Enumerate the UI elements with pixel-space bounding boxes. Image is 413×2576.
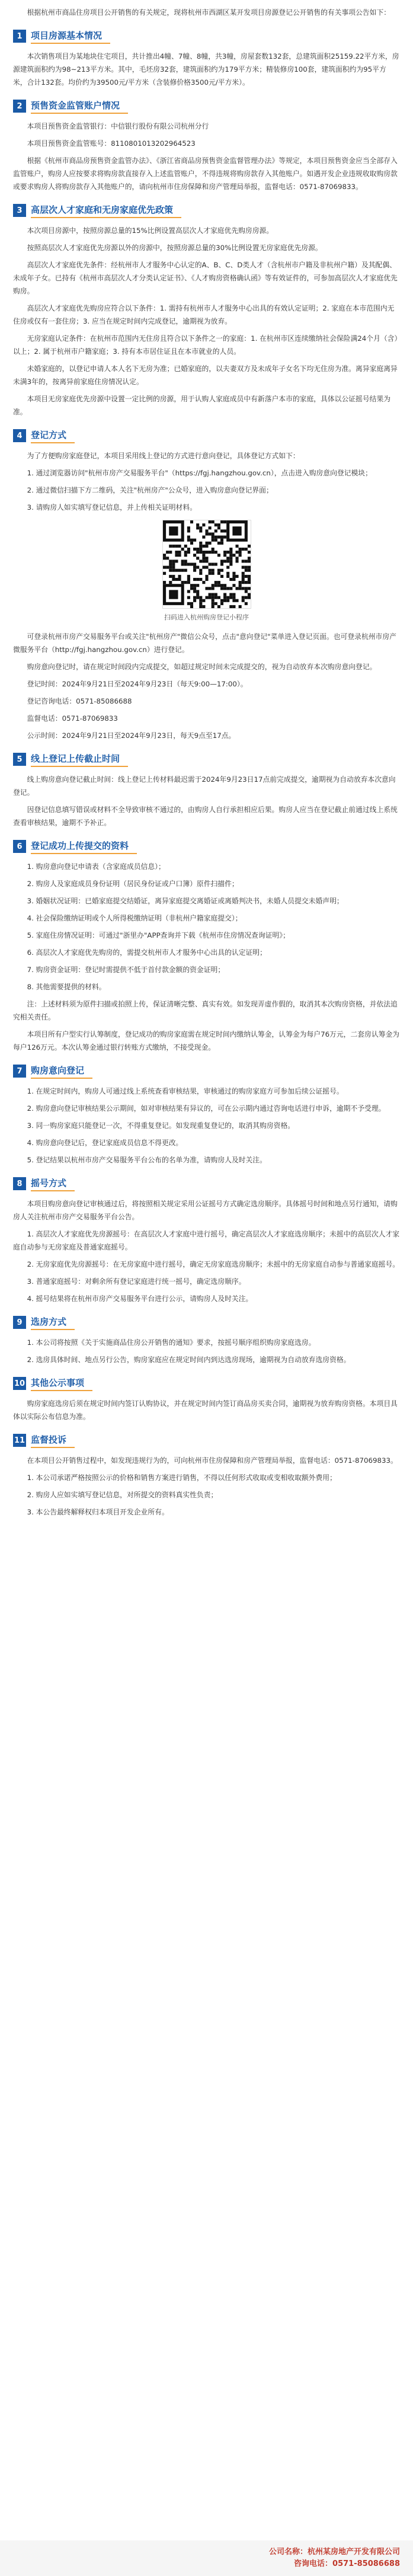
section-number: 6 bbox=[13, 840, 26, 853]
paragraph: 1. 本公司承诺严格按照公示的价格和销售方案进行销售，不得以任何形式收取或变相收取额外费用； bbox=[27, 1474, 337, 1482]
footer bbox=[0, 2540, 413, 2576]
section-number: 5 bbox=[13, 753, 26, 766]
section-number: 7 bbox=[13, 1065, 26, 1078]
section-header bbox=[13, 1063, 400, 1079]
paragraph: 2. 选房具体时间、地点另行公告，购房家庭应在规定时间内到达选房现场，逾期视为自动放弃选房资格。 bbox=[27, 1356, 351, 1364]
section-title: 摇号方式 bbox=[31, 1176, 75, 1191]
section-header bbox=[13, 1376, 400, 1391]
paragraph: 登记时间：2024年9月21日至2024年9月23日（每天9:00—17:00）。 bbox=[27, 680, 248, 688]
paragraph: 4. 社会保险缴纳证明或个人所得税缴纳证明（非杭州户籍家庭提交）； bbox=[27, 914, 242, 922]
qr-code-icon[interactable] bbox=[162, 520, 251, 609]
paragraph: 3. 同一购房家庭只能登记一次，不得重复登记。如发现重复登记的，取消其购房资格。 bbox=[27, 1121, 295, 1130]
section-title: 购房意向登记 bbox=[31, 1063, 92, 1079]
section-title: 登记成功上传提交的资料 bbox=[31, 839, 137, 854]
paragraph: 购房意向登记时，请在规定时间段内完成提交，如超过规定时间未完成提交的，视为自动放弃本次购房意向登记。 bbox=[27, 663, 377, 671]
section-number: 9 bbox=[13, 1316, 26, 1329]
paragraph: 为了方便购房家庭登记，本项目采用线上登记的方式进行意向登记，具体登记方式如下： bbox=[27, 452, 300, 460]
section-number: 4 bbox=[13, 429, 26, 442]
paragraph: 2. 购房人及家庭成员身份证明（居民身份证或户口簿）原件扫描件； bbox=[27, 880, 239, 888]
paragraph: 5. 登记结果以杭州市房产交易服务平台公布的名单为准，请购房人及时关注。 bbox=[27, 1156, 267, 1164]
paragraph: 3. 请购房人如实填写登记信息，并上传相关证明材料。 bbox=[27, 503, 197, 512]
paragraph: 可登录杭州市房产交易服务平台或关注"杭州房产"微信公众号，点击"意向登记"菜单进入登记页面。也可登录杭州市房产微服务平台（http://fgj.hangzhou.gov.cn）进行登记。 bbox=[13, 632, 396, 654]
paragraph: 登记咨询电话：0571-85086688 bbox=[27, 697, 132, 705]
section-title: 选房方式 bbox=[31, 1315, 75, 1330]
section-header bbox=[13, 1315, 400, 1330]
paragraph: 本次项目房源中，按照房源总量的15%比例设置高层次人才家庭优先购房房源。 bbox=[27, 226, 274, 235]
paragraph: 1. 购房意向登记申请表（含家庭成员信息）； bbox=[27, 862, 165, 871]
paragraph: 本项目购房意向登记审核通过后，将按照相关规定采用公证摇号方式确定选房顺序。具体摇号时间和地点另行通知，请购房人关注杭州市房产交易服务平台公告。 bbox=[13, 1200, 398, 1221]
paragraph: 2. 通过微信扫描下方二维码，关注"杭州房产"公众号，进入购房意向登记界面； bbox=[27, 486, 273, 494]
paragraph: 高层次人才家庭优先条件：经杭州市人才服务中心认定的A、B、C、D类人才（含杭州市户籍及非杭州户籍）及其配偶、未成年子女。已持有《杭州市高层次人才分类认定证书》、《人才购房资格确认函》等有效证件的，可参加高层次人才家庭优先购房。 bbox=[13, 261, 398, 295]
paragraph: 3. 婚姻状况证明：已婚家庭提交结婚证，离异家庭提交离婚证或离婚判决书，未婚人员提交未婚声明； bbox=[27, 897, 344, 905]
paragraph: 1. 高层次人才家庭优先房源摇号：在高层次人才家庭中进行摇号，确定高层次人才家庭选房顺序；未摇中的高层次人才家庭自动参与无房家庭及普通家庭摇号。 bbox=[13, 1230, 400, 1251]
footer-text bbox=[269, 2546, 400, 2570]
footer-company: 公司名称：杭州某房地产开发有限公司 bbox=[268, 2548, 400, 2556]
paragraph: 因登记信息填写错误或材料不全导致审核不通过的，由购房人自行承担相应后果。购房人应当在登记截止前通过线上系统查看审核结果，逾期不予补正。 bbox=[13, 806, 398, 827]
qr-code-block bbox=[13, 520, 400, 622]
paragraph: 公示时间：2024年9月21日至2024年9月23日，每天9点至17点。 bbox=[27, 731, 236, 740]
section-title: 项目房源基本情况 bbox=[31, 28, 110, 44]
paragraph: 根据《杭州市商品房预售资金监管办法》、《浙江省商品房预售资金监督管理办法》等规定，本项目预售资金应当全部存入监管账户，购房人应按要求将购房款直接存入上述监管账户，不得违规将购房款存入其他账户。如遇开发企业违规收取购房款或要求购房人将购房款存入其他账户的，请向杭州市住房保障和房产管理局举报，监督电话：0571-87069833。 bbox=[13, 156, 398, 191]
paragraph: 本项目无房家庭优先房源中设置一定比例的房源，用于认购人家庭成员中有新落户本市的家庭，具体以公证摇号结果为准。 bbox=[13, 395, 391, 416]
paragraph: 本项目所有户型实行认筹制度，登记成功的购房家庭需在规定时间内缴纳认筹金，认筹金为每户76万元，二套房认筹金为每户126万元。本次认筹金通过银行转账方式缴纳，不接受现金。 bbox=[13, 1030, 400, 1052]
paragraph: 本项目预售资金监管账号：8110801013202964523 bbox=[27, 139, 196, 148]
paragraph: 线上购房意向登记截止时间：线上登记上传材料最迟需于2024年9月23日17点前完成提交，逾期视为自动放弃本次意向登记。 bbox=[13, 775, 396, 797]
paragraph: 未婚家庭的，以登记申请人本人名下无房为准；已婚家庭的，以夫妻双方及未成年子女名下均无住房为准。离异家庭离异未满3年的，按离异前家庭住房情况认定。 bbox=[13, 365, 398, 386]
section-header bbox=[13, 839, 400, 854]
section-number: 1 bbox=[13, 30, 26, 43]
qr-caption: 扫码进入杭州购房登记小程序 bbox=[164, 613, 249, 621]
paragraph: 1. 在规定时间内，购房人可通过线上系统查看审核结果，审核通过的购房家庭方可参加后续公证摇号。 bbox=[27, 1087, 344, 1095]
paragraph: 无房家庭认定条件：在杭州市范围内无住房且符合以下条件之一的家庭：1. 在杭州市区连续缴纳社会保险满24个月（含）以上；2. 属于杭州市户籍家庭；3. 持有本市居住证且在本市就业的人员。 bbox=[13, 334, 398, 356]
section-header bbox=[13, 1433, 400, 1448]
paragraph: 1. 本公司将按照《关于实施商品住房公开销售的通知》要求，按摇号顺序组织购房家庭选房。 bbox=[27, 1338, 316, 1347]
section-title: 线上登记上传截止时间 bbox=[31, 752, 128, 767]
intro-text: 根据杭州市商品住房项目公开销售的有关规定，现将杭州市西湖区某开发项目房源登记公开销售的有关事项公告如下： bbox=[27, 8, 391, 17]
paragraph: 3. 普通家庭摇号：对剩余所有登记家庭进行统一摇号，确定选房顺序。 bbox=[27, 1277, 246, 1286]
paragraph: 4. 摇号结果将在杭州市房产交易服务平台进行公示，请购房人及时关注。 bbox=[27, 1295, 253, 1303]
paragraph: 购房家庭选房后须在规定时间内签订认购协议，并在规定时间内签订商品房买卖合同，逾期视为放弃购房资格。本项目具体以实际公布信息为准。 bbox=[13, 1399, 398, 1421]
section-header bbox=[13, 28, 400, 44]
section-header bbox=[13, 752, 400, 767]
section-header bbox=[13, 428, 400, 443]
paragraph: 2. 无房家庭优先房源摇号：在无房家庭中进行摇号，确定无房家庭选房顺序；未摇中的无房家庭自动参与普通家庭摇号。 bbox=[27, 1260, 400, 1268]
paragraph: 8. 其他需要提供的材料。 bbox=[27, 983, 106, 991]
section-title: 登记方式 bbox=[31, 428, 75, 443]
paragraph: 在本项目公开销售过程中，如发现违规行为的，可向杭州市住房保障和房产管理局举报，监督电话：0571-87069833。 bbox=[27, 1456, 398, 1465]
section-header bbox=[13, 98, 400, 114]
section-header bbox=[13, 1176, 400, 1191]
paragraph: 按照高层次人才家庭优先房源以外的房源中，按照房源总量的30%比例设置无房家庭优先房源。 bbox=[27, 244, 322, 252]
paragraph: 4. 购房意向登记后，登记家庭成员信息不得更改。 bbox=[27, 1139, 183, 1147]
section-header bbox=[13, 203, 400, 218]
section-number: 3 bbox=[13, 204, 26, 217]
section-title: 监督投诉 bbox=[31, 1433, 75, 1448]
section-title: 高层次人才家庭和无房家庭优先政策 bbox=[31, 203, 181, 218]
paragraph: 7. 购房资金证明：登记时需提供不低于首付款金额的资金证明； bbox=[27, 966, 225, 974]
footer-contact: 咨询电话：0571-85086688 bbox=[294, 2559, 400, 2568]
section-number: 8 bbox=[13, 1177, 26, 1190]
paragraph: 本项目预售资金监管银行：中信银行股份有限公司杭州分行 bbox=[27, 122, 209, 130]
paragraph: 3. 本公告最终解释权归本项目开发企业所有。 bbox=[27, 1508, 169, 1516]
section-number: 2 bbox=[13, 100, 26, 113]
paragraph: 监督电话：0571-87069833 bbox=[27, 714, 118, 723]
section-number: 10 bbox=[13, 1377, 26, 1390]
paragraph: 注：上述材料须为原件扫描或拍照上传，保证清晰完整、真实有效。如发现弄虚作假的，取消其本次购房资格，并依法追究相关责任。 bbox=[13, 1000, 398, 1021]
paragraph: 6. 高层次人才家庭优先购房的，需提交杭州市人才服务中心出具的认定证明； bbox=[27, 948, 267, 957]
sections-container bbox=[13, 28, 400, 1519]
paragraph: 1. 通过浏览器访问"杭州市房产交易服务平台"（https://fgj.hangzhou.gov.cn），点击进入购房意向登记模块； bbox=[27, 469, 372, 477]
paragraph: 2. 购房人应如实填写登记信息，对所提交的资料真实性负责； bbox=[27, 1491, 218, 1499]
section-title: 其他公示事项 bbox=[31, 1376, 92, 1391]
paragraph: 高层次人才家庭优先购房应符合以下条件：1. 需持有杭州市人才服务中心出具的有效认定证明；2. 家庭在本市范围内无住房或仅有一套住房；3. 应当在规定时间内完成登记，逾期视为放弃。 bbox=[13, 304, 395, 325]
paragraph: 本次销售项目为某地块住宅项目，共计推出4幢、7幢、8幢，共3幢，房屋套数132套，总建筑面积25159.22平方米，房源建筑面积约为98~213平方米。其中，毛坯房32套，建筑面积约为179平方米；精装修房100套，建筑面积约为95平方米，合计132套。均价约为39500元/平方米（含装修价格3500元/平方米）。 bbox=[13, 52, 399, 87]
section-number: 11 bbox=[13, 1434, 26, 1447]
paragraph: 5. 家庭住房情况证明：可通过"浙里办"APP查询并下载《杭州市住房情况查询证明》； bbox=[27, 931, 290, 939]
section-title: 预售资金监管账户情况 bbox=[31, 98, 128, 114]
paragraph: 2. 购房意向登记审核结果公示期间，如对审核结果有异议的，可在公示期内通过咨询电话进行申诉，逾期不予受理。 bbox=[27, 1104, 386, 1113]
